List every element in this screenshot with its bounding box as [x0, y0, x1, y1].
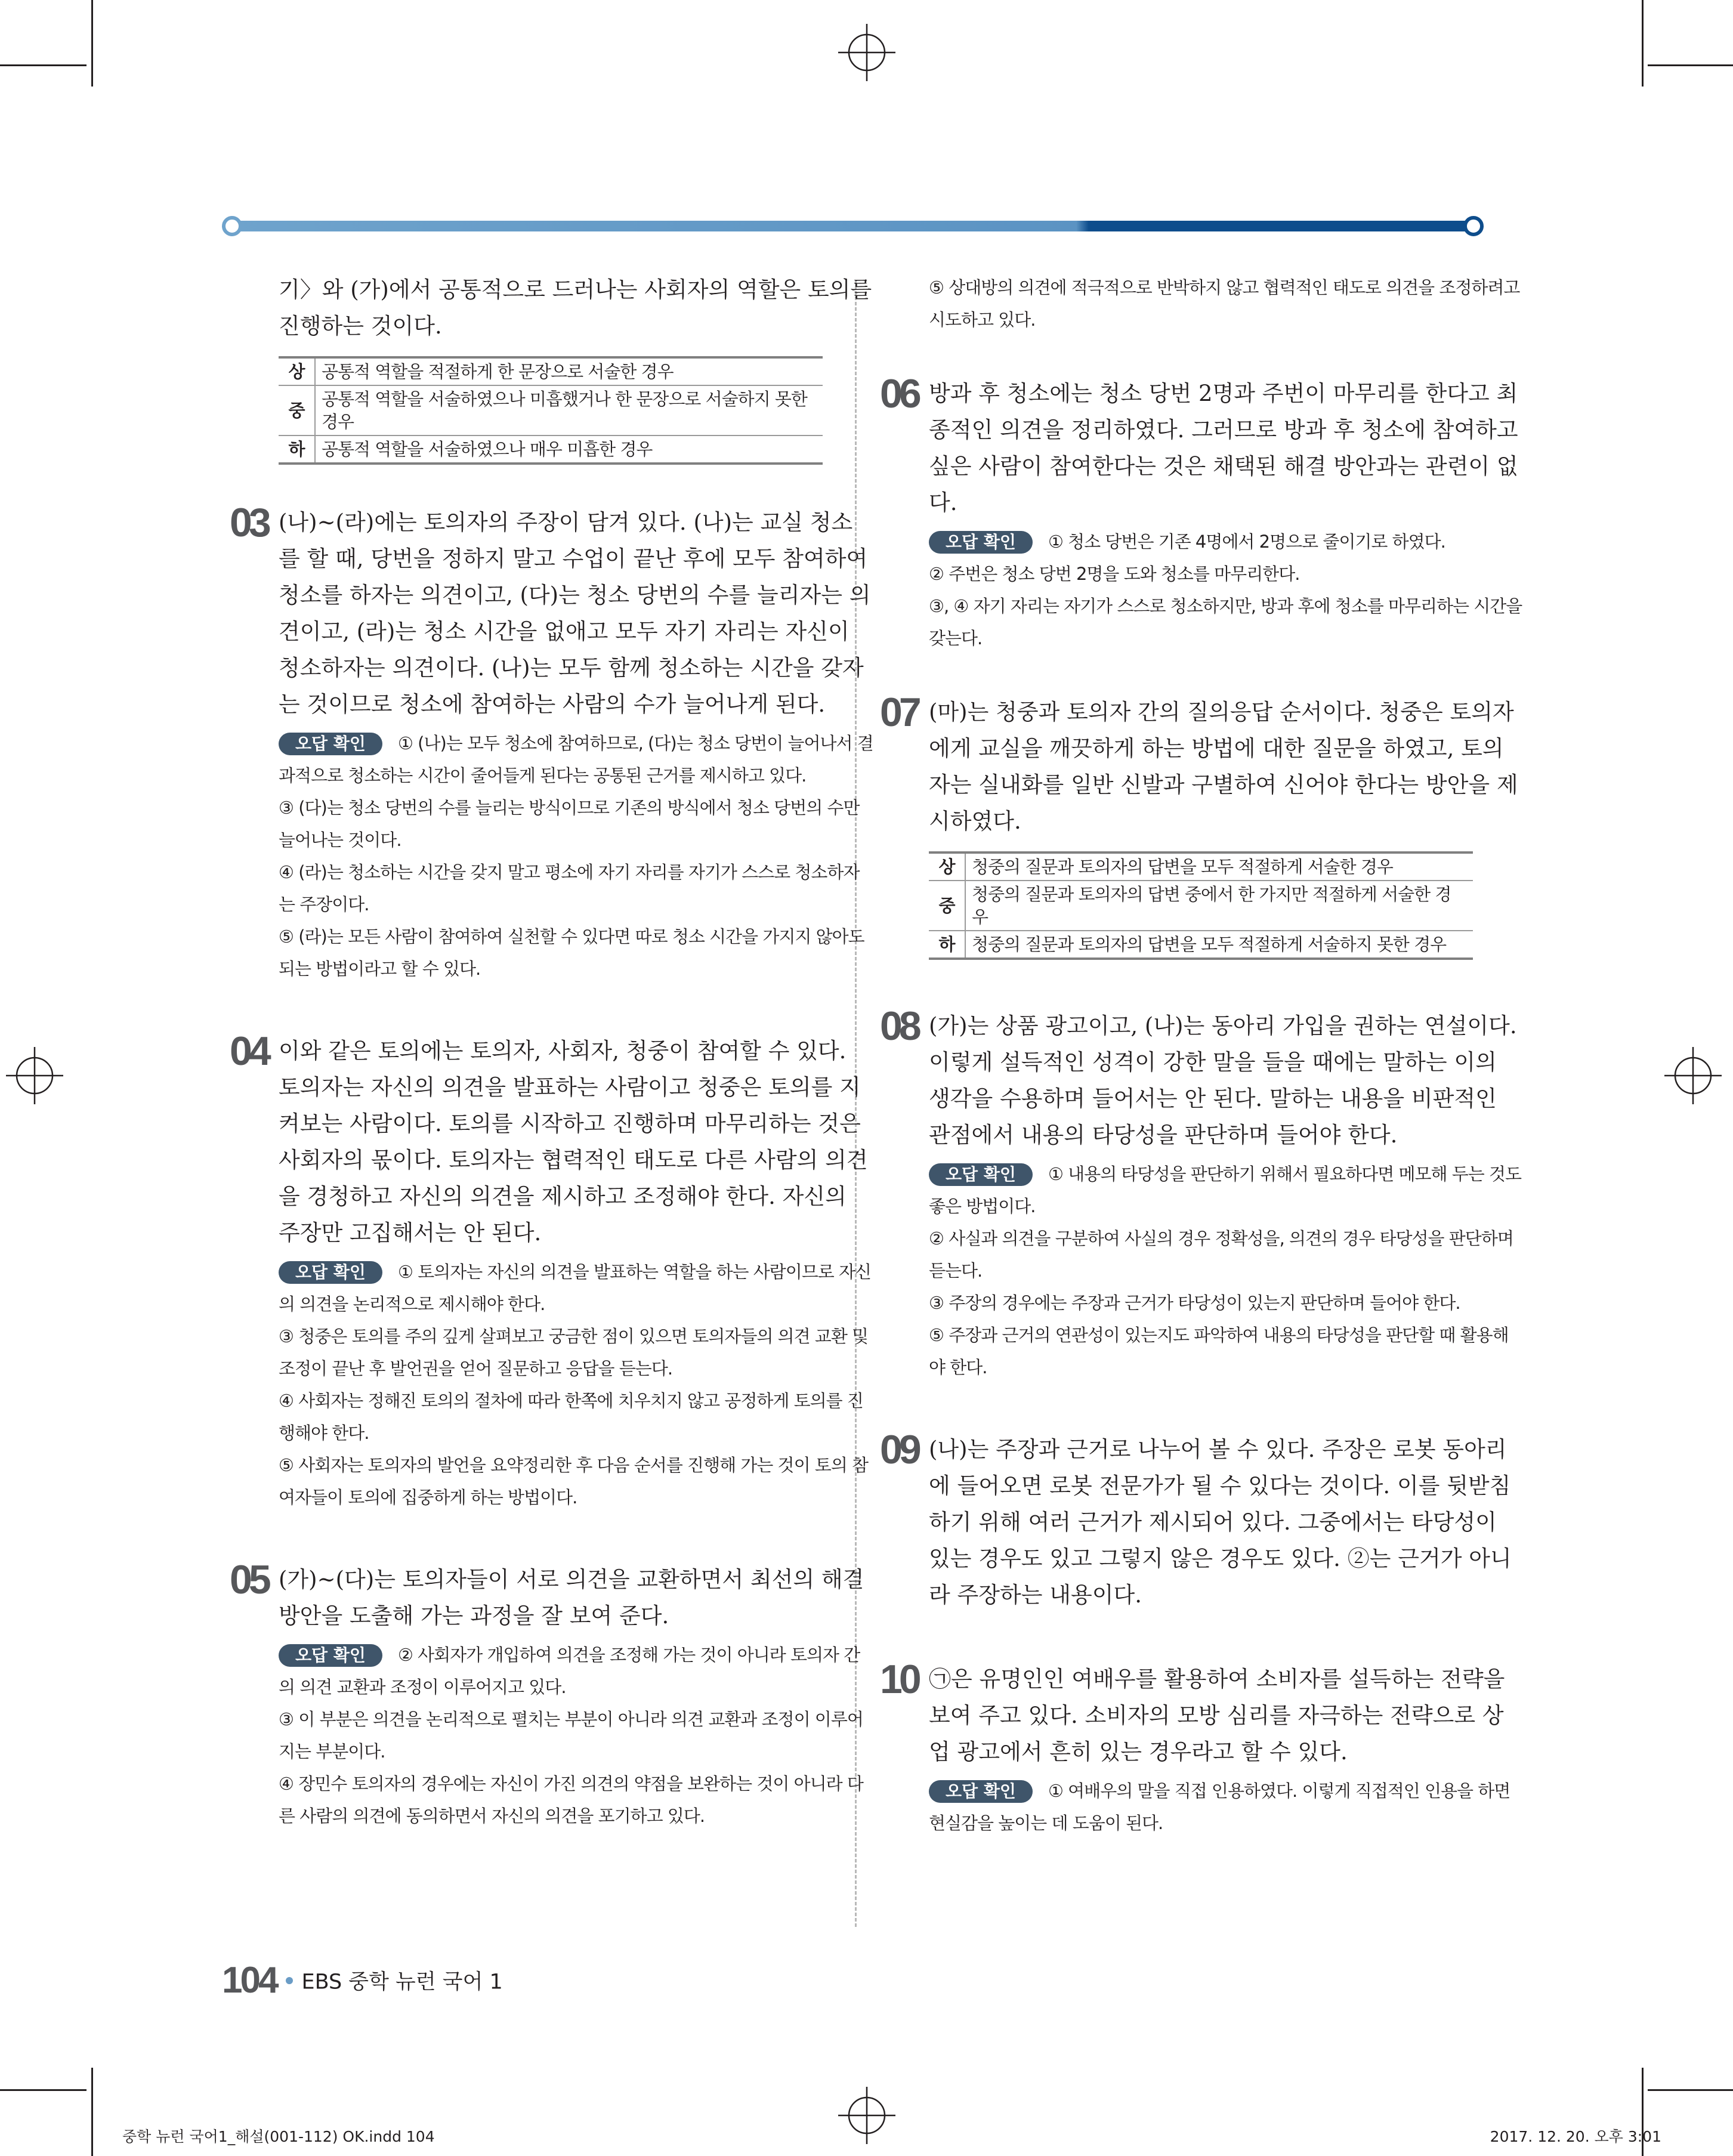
question-05: [230, 1557, 874, 1634]
grading-row: [279, 435, 823, 464]
question-explanation: ㉠은 유명인인 여배우를 활용하여 소비자를 설득하는 전략을 보여 주고 있다. 소비자의 모방 심리를 자극하는 전략으로 상업 광고에서 흔히 있는 경우라고 할 수 있다.: [929, 1666, 1505, 1765]
grade-level: 하: [279, 435, 315, 464]
answer-note: ① 여배우의 말을 직접 인용하였다. 이렇게 직접적인 인용을 하면 현실감을 높이는 데 도움이 된다.: [929, 1781, 1510, 1833]
print-slug-date: 2017. 12. 20. 오후 3:01: [1490, 2128, 1661, 2145]
header-bar: [222, 216, 1484, 236]
question-06: [880, 371, 1524, 521]
question-explanation: (가)는 상품 광고이고, (나)는 동아리 가입을 권하는 연설이다. 이렇게 설득적인 성격이 강한 말을 들을 때에는 말하는 이의 생각을 수용하며 들어서는 안 된다. 말하는 내용을 비판적인 관점에서 내용의 타당성을 판단하며 들어야 한다.: [929, 1013, 1517, 1148]
question-explanation: (나)~(라)에는 토의자의 주장이 담겨 있다. (나)는 교실 청소를 할 때, 당번을 정하지 말고 수업이 끝난 후에 모두 참여하여 청소를 하자는 의견이고, (다)는 청소 당번의 수를 늘리자는 의견이고, (라)는 청소 시간을 없애고 모두 자기 자리는 자신이 청소하자는 의견이다. (나)는 모두 함께 청소하는 시간을 갖자는 것이므로 청소에 참여하는 사람의 수가 늘어나게 된다.: [279, 509, 871, 717]
answer-note: ① 내용의 타당성을 판단하기 위해서 필요하다면 메모해 두는 것도 좋은 방법이다.: [929, 1164, 1522, 1216]
answer-note: ⑤ 주장과 근거의 연관성이 있는지도 파악하여 내용의 타당성을 판단할 때 활용해야 한다.: [929, 1325, 1509, 1377]
question-10: [880, 1657, 1524, 1770]
question-explanation: (가)~(다)는 토의자들이 서로 의견을 교환하면서 최선의 해결 방안을 도출해 가는 과정을 잘 보여 준다.: [279, 1567, 864, 1629]
grading-table: [279, 356, 823, 465]
page-number: 104: [222, 1960, 277, 2001]
grade-desc: 청중의 질문과 토의자의 답변을 모두 적절하게 서술하지 못한 경우: [965, 931, 1473, 959]
intro-text: 기〉와 (가)에서 공통적으로 드러나는 사회자의 역할은 토의를 진행하는 것이다.: [279, 277, 872, 339]
grade-desc: 청중의 질문과 토의자의 답변을 모두 적절하게 서술한 경우: [972, 857, 1393, 877]
crop-mark: [1642, 0, 1644, 87]
grading-row: [279, 357, 823, 385]
page-footer: [222, 1959, 503, 2001]
answer-note: ③ 청중은 토의를 주의 깊게 살펴보고 궁금한 점이 있으면 토의자들의 의견 교환 및 조정이 끝난 후 발언권을 얻어 질문하고 응답을 듣는다.: [279, 1326, 869, 1379]
question-explanation: (마)는 청중과 토의자 간의 질의응답 순서이다. 청중은 토의자에게 교실을 깨끗하게 하는 방법에 대한 질문을 하였고, 토의자는 실내화를 일반 신발과 구별하여 신어야 한다는 방안을 제시하였다.: [929, 699, 1518, 834]
grading-row: [929, 852, 1473, 881]
grade-desc: 공통적 역할을 서술하였으나 매우 미흡한 경우: [315, 435, 823, 464]
answer-note: ① 청소 당번은 기존 4명에서 2명으로 줄이기로 하였다.: [1048, 532, 1445, 552]
answer-note: ② 사회자가 개입하여 의견을 조정해 가는 것이 아니라 토의자 간의 의견 교환과 조정이 이루어지고 있다.: [279, 1645, 860, 1697]
question-04: [230, 1028, 874, 1251]
answer-note: ⑤ 사회자는 토의자의 발언을 요약정리한 후 다음 순서를 진행해 가는 것이 토의 참여자들이 토의에 집중하게 하는 방법이다.: [279, 1455, 869, 1508]
right-column: [880, 271, 1524, 1839]
crop-mark: [91, 0, 93, 87]
question-explanation: 방과 후 청소에는 청소 당번 2명과 주번이 마무리를 한다고 최종적인 의견을 정리하였다. 그러므로 방과 후 청소에 참여하고 싶은 사람이 참여한다는 것은 채택된 해결 방안과는 관련이 없다.: [929, 381, 1518, 515]
wrong-answer-check: [929, 526, 1524, 654]
wrong-answer-check: [279, 1639, 874, 1832]
grade-desc: 공통적 역할을 적절하게 한 문장으로 서술한 경우: [322, 362, 674, 382]
question-number: 06: [880, 371, 918, 416]
grade-level: 상: [279, 357, 315, 385]
answer-note: ④ 장민수 토의자의 경우에는 자신이 가진 의견의 약점을 보완하는 것이 아니라 다른 사람의 의견에 동의하면서 자신의 의견을 포기하고 있다.: [279, 1774, 863, 1826]
grade-level: 중: [279, 385, 315, 435]
registration-mark-icon: [6, 1047, 63, 1104]
answer-note: ③ 이 부분은 의견을 논리적으로 펼치는 부분이 아니라 의견 교환과 조정이 이루어지는 부분이다.: [279, 1709, 863, 1762]
grading-row: [929, 931, 1473, 959]
wrong-answer-check: [279, 1256, 874, 1513]
crop-mark: [91, 2068, 93, 2156]
question-number: 07: [880, 690, 918, 735]
wrong-answer-check: [279, 727, 874, 985]
answer-note: ③ (다)는 청소 당번의 수를 늘리는 방식이므로 기존의 방식에서 청소 당번의 수만 늘어나는 것이다.: [279, 798, 860, 850]
question-09: [880, 1427, 1524, 1613]
question-number: 03: [230, 500, 268, 545]
wrong-answer-check: [929, 271, 1524, 336]
wrong-answer-badge: 오답 확인: [929, 531, 1033, 554]
wrong-answer-badge: 오답 확인: [279, 733, 382, 755]
print-slug-file: 중학 뉴런 국어1_해설(001-112) OK.indd 104: [122, 2128, 435, 2145]
question-number: 05: [230, 1557, 268, 1602]
answer-note: ③, ④ 자기 자리는 자기가 스스로 청소하지만, 방과 후에 청소를 마무리하는 시간을 갖는다.: [929, 596, 1522, 648]
wrong-answer-check: [929, 1775, 1524, 1839]
question-number: 09: [880, 1427, 918, 1472]
grading-table: [929, 851, 1473, 960]
question-number: 10: [880, 1657, 918, 1702]
crop-mark: [1648, 64, 1733, 66]
question-07: [880, 690, 1524, 839]
book-title: EBS 중학 뉴런 국어 1: [301, 1970, 503, 1994]
answer-note: ④ (라)는 청소하는 시간을 갖지 말고 평소에 자기 자리를 자기가 스스로 청소하자는 주장이다.: [279, 862, 860, 915]
question-08: [880, 1003, 1524, 1153]
answer-note: ④ 사회자는 정해진 토의의 절차에 따라 한쪽에 치우치지 않고 공정하게 토의를 진행해야 한다.: [279, 1391, 863, 1443]
bullet-dot-icon: [286, 1977, 293, 1984]
answer-note: ⑤ 상대방의 의견에 적극적으로 반박하지 않고 협력적인 태도로 의견을 조정하려고 시도하고 있다.: [929, 277, 1520, 330]
question-explanation: (나)는 주장과 근거로 나누어 볼 수 있다. 주장은 로봇 동아리에 들어오면 로봇 전문가가 될 수 있다는 것이다. 이를 뒷받침하기 위해 여러 근거가 제시되어 있다. 그중에서는 타당성이 있는 경우도 있고 그렇지 않은 경우도 있다. ②는 근거가 아니라 주장하는 내용이다.: [929, 1437, 1512, 1608]
grade-desc: 청중의 질문과 토의자의 답변 중에서 한 가지만 적절하게 서술한 경우: [965, 881, 1473, 931]
registration-mark-icon: [1664, 1047, 1722, 1104]
question-number: 04: [230, 1028, 268, 1074]
answer-note: ② 주번은 청소 당번 2명을 도와 청소를 마무리한다.: [929, 564, 1300, 584]
answer-note: ⑤ (라)는 모든 사람이 참여하여 실천할 수 있다면 따로 청소 시간을 가지지 않아도 되는 방법이라고 할 수 있다.: [279, 926, 864, 979]
question-number: 08: [880, 1003, 918, 1049]
crop-mark: [0, 64, 87, 66]
answer-note: ① 토의자는 자신의 의견을 발표하는 역할을 하는 사람이므로 자신의 의견을 논리적으로 제시해야 한다.: [279, 1262, 872, 1314]
registration-mark-icon: [838, 2087, 895, 2144]
grading-row: [929, 881, 1473, 931]
question-explanation: 이와 같은 토의에는 토의자, 사회자, 청중이 참여할 수 있다. 토의자는 자신의 의견을 발표하는 사람이고 청중은 토의를 지켜보는 사람이다. 토의를 시작하고 진행하며 마무리하는 것은 사회자의 몫이다. 토의자는 협력적인 태도로 다른 사람의 의견을 경청하고 자신의 의견을 제시하고 조정해야 한다. 자신의 주장만 고집해서는 안 된다.: [279, 1038, 868, 1246]
registration-mark-icon: [838, 24, 895, 81]
answer-note: ① (나)는 모두 청소에 참여하므로, (다)는 청소 당번이 늘어나서 결과적으로 청소하는 시간이 줄어들게 된다는 공통된 근거를 제시하고 있다.: [279, 733, 873, 786]
grade-level: 상: [929, 852, 965, 881]
grade-level: 중: [929, 881, 965, 931]
crop-mark: [0, 2089, 87, 2091]
grade-desc: 공통적 역할을 서술하였으나 미흡했거나 한 문장으로 서술하지 못한 경우: [315, 385, 823, 435]
wrong-answer-badge: 오답 확인: [929, 1780, 1033, 1803]
grading-row: [279, 385, 823, 435]
wrong-answer-check: [929, 1158, 1524, 1383]
wrong-answer-badge: 오답 확인: [929, 1163, 1033, 1186]
question-03: [230, 500, 874, 722]
left-column: [230, 271, 874, 1832]
wrong-answer-badge: 오답 확인: [279, 1644, 382, 1667]
answer-note: ② 사실과 의견을 구분하여 사실의 경우 정확성을, 의견의 경우 타당성을 판단하며 듣는다.: [929, 1228, 1513, 1281]
wrong-answer-badge: 오답 확인: [279, 1261, 382, 1284]
answer-note: ③ 주장의 경우에는 주장과 근거가 타당성이 있는지 판단하며 들어야 한다.: [929, 1293, 1460, 1313]
grade-level: 하: [929, 931, 965, 959]
crop-mark: [1648, 2089, 1733, 2091]
